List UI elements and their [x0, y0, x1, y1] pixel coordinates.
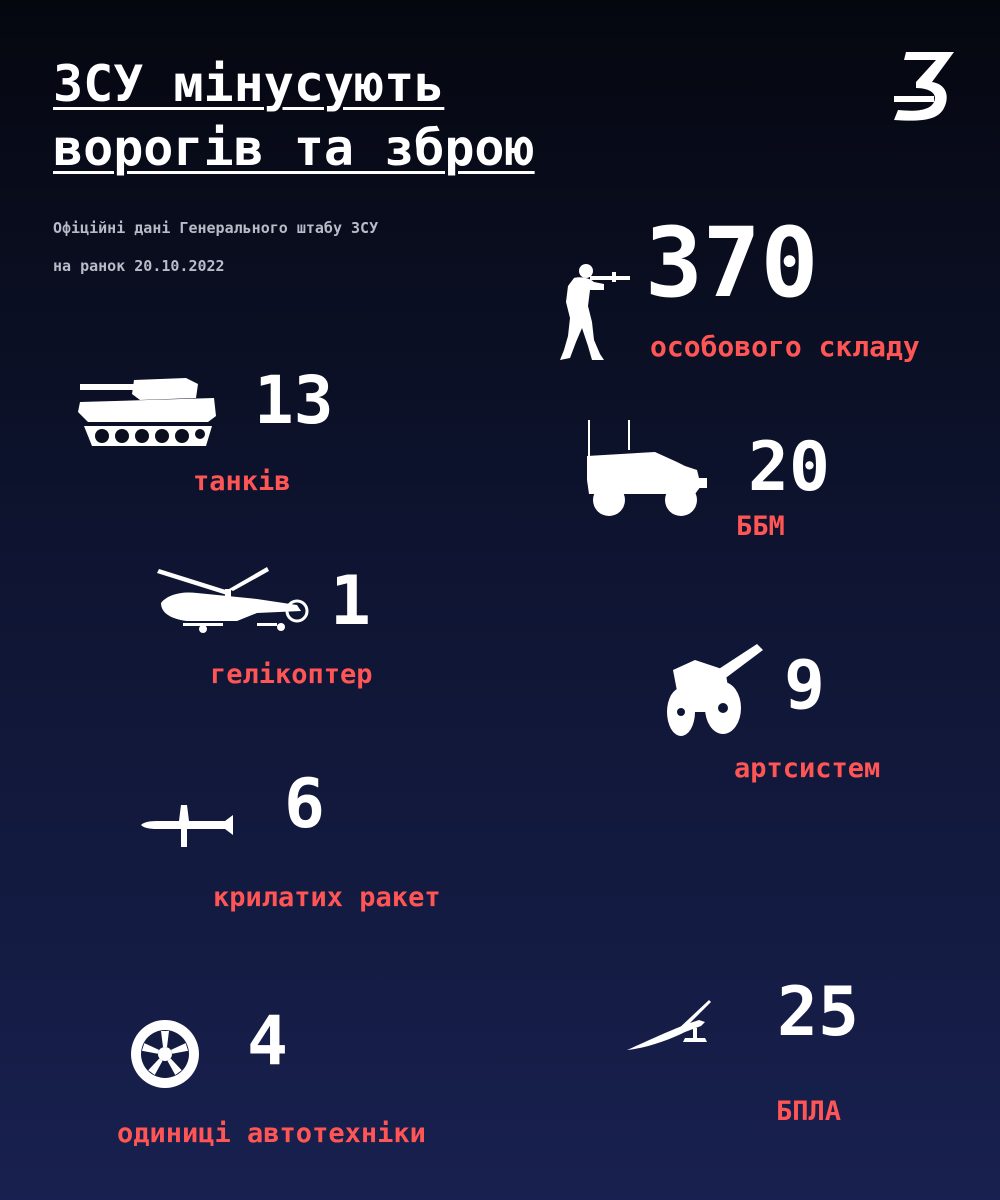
wheel-icon [130, 1019, 200, 1089]
missile-icon [141, 803, 236, 849]
logo-icon [892, 48, 956, 124]
title-line-2: ворогів та зброю [53, 119, 535, 177]
uav-value: 25 [777, 973, 859, 1052]
missiles-value: 6 [284, 765, 325, 844]
helicopters-value: 1 [330, 562, 371, 641]
personnel-value: 370 [645, 207, 819, 319]
vehicles-label: одиниці автотехніки [117, 1118, 426, 1149]
tank-icon [78, 376, 218, 448]
vehicles-value: 4 [247, 1002, 288, 1081]
tanks-label: танків [193, 466, 291, 497]
apv-value: 20 [748, 428, 830, 507]
artillery-label: артсистем [734, 753, 881, 784]
drone-icon [625, 998, 713, 1054]
personnel-label: особового складу [650, 330, 920, 363]
tanks-value: 13 [254, 362, 334, 439]
uav-label: БПЛА [776, 1096, 842, 1127]
armored-vehicle-icon [585, 420, 711, 518]
date-text: на ранок 20.10.2022 [53, 257, 225, 275]
title-line-1: ЗСУ мінусують [53, 55, 445, 113]
missiles-label: крилатих ракет [213, 882, 441, 913]
apv-label: ББМ [736, 511, 785, 542]
artillery-value: 9 [784, 646, 825, 725]
helicopters-label: гелікоптер [210, 659, 373, 690]
artillery-icon [665, 642, 765, 737]
page-title [53, 52, 535, 180]
source-text: Офіційні дані Генерального штабу ЗСУ [53, 219, 379, 237]
soldier-icon [560, 262, 632, 362]
helicopter-icon [157, 565, 312, 637]
